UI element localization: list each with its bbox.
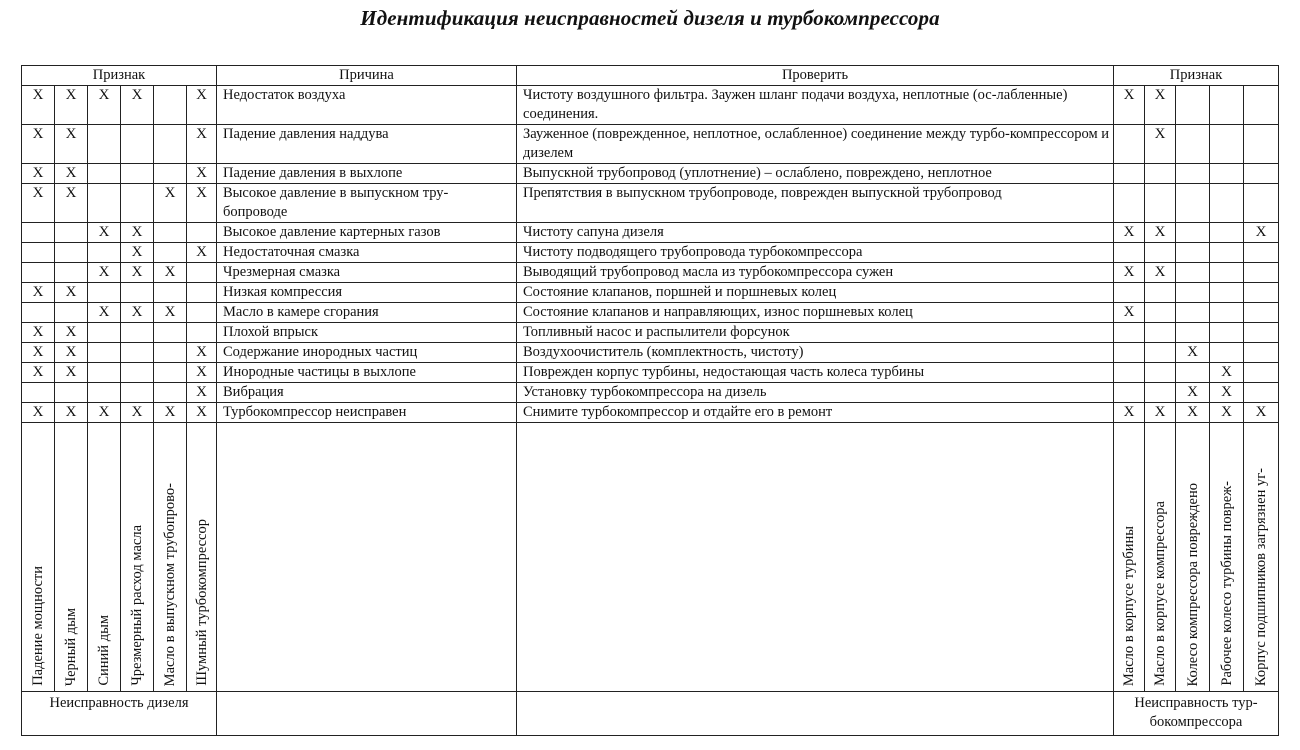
sign-mark-cell (1210, 164, 1244, 184)
sign-mark-cell: X (1114, 263, 1145, 283)
check-cell: Чистоту воздушного фильтра. Заужен шланг подачи воздуха, неплотные (ос-лабленные) соединения. (517, 86, 1114, 125)
sign-mark-cell (55, 263, 88, 283)
sign-mark-cell (88, 323, 121, 343)
sign-right-header: Признак (1114, 66, 1279, 86)
fault-identification-table (21, 65, 1279, 736)
sign-mark-cell: X (1210, 403, 1244, 423)
sign-mark-cell (121, 323, 154, 343)
table-row (22, 86, 1279, 125)
table-row (22, 243, 1279, 263)
sign-mark-cell (1244, 164, 1279, 184)
sign-mark-cell (1114, 243, 1145, 263)
sign-mark-cell (1244, 343, 1279, 363)
sign-mark-cell: X (22, 363, 55, 383)
cause-cell: Вибрация (217, 383, 517, 403)
cause-cell: Недостаток воздуха (217, 86, 517, 125)
empty-cell (217, 692, 517, 736)
sign-mark-cell: X (55, 125, 88, 164)
check-cell: Чистоту сапуна дизеля (517, 223, 1114, 243)
sign-mark-cell (1114, 363, 1145, 383)
sign-mark-cell: X (1210, 363, 1244, 383)
sign-mark-cell (22, 303, 55, 323)
cause-cell: Высокое давление картерных газов (217, 223, 517, 243)
sign-mark-cell: X (1114, 86, 1145, 125)
sign-mark-cell (1176, 323, 1210, 343)
sign-mark-cell: X (154, 263, 187, 283)
sign-mark-cell (1244, 383, 1279, 403)
check-cell: Зауженное (поврежденное, неплотное, ослабленное) соединение между турбо-компрессором и дизелем (517, 125, 1114, 164)
left-label-cell (187, 423, 217, 692)
sign-mark-cell (1210, 343, 1244, 363)
sign-mark-cell (1244, 86, 1279, 125)
right-label-turbine-wheel: Рабочее колесо турбины повреж- (1218, 481, 1235, 686)
sign-mark-cell: X (22, 343, 55, 363)
sign-mark-cell (1145, 323, 1176, 343)
sign-mark-cell (1145, 303, 1176, 323)
left-label-noisy-turbo: Шумный турбокомпрессор (194, 519, 210, 686)
table-row (22, 223, 1279, 243)
sign-mark-cell (22, 263, 55, 283)
check-cell: Состояние клапанов, поршней и поршневых колец (517, 283, 1114, 303)
sign-mark-cell: X (55, 403, 88, 423)
sign-mark-cell (22, 243, 55, 263)
table-row (22, 383, 1279, 403)
sign-mark-cell (121, 343, 154, 363)
sign-mark-cell: X (88, 403, 121, 423)
table-row (22, 403, 1279, 423)
sign-mark-cell (154, 323, 187, 343)
left-label-oil-in-exhaust: Масло в выпускном трубопрово- (162, 482, 178, 686)
sign-mark-cell: X (22, 86, 55, 125)
table-row (22, 323, 1279, 343)
sign-mark-cell: X (121, 303, 154, 323)
sign-mark-cell (154, 125, 187, 164)
sign-mark-cell (1244, 125, 1279, 164)
sign-mark-cell (154, 363, 187, 383)
table-row (22, 125, 1279, 164)
sign-mark-cell (1176, 86, 1210, 125)
sign-mark-cell: X (187, 383, 217, 403)
check-cell: Чистоту подводящего трубопровода турбокомпрессора (517, 243, 1114, 263)
sign-mark-cell: X (88, 263, 121, 283)
right-label-cell (1244, 423, 1279, 692)
sign-mark-cell (1145, 343, 1176, 363)
sign-mark-cell (1210, 86, 1244, 125)
sign-mark-cell (88, 125, 121, 164)
check-cell: Выпускной трубопровод (уплотнение) – ослаблено, повреждено, неплотное (517, 164, 1114, 184)
sign-mark-cell (187, 283, 217, 303)
sign-mark-cell: X (1210, 383, 1244, 403)
left-label-black-smoke: Черный дым (63, 607, 79, 686)
sign-mark-cell: X (187, 243, 217, 263)
check-cell: Воздухоочиститель (комплектность, чистоту) (517, 343, 1114, 363)
sign-mark-cell (88, 164, 121, 184)
sign-mark-cell (1176, 363, 1210, 383)
sign-mark-cell (154, 86, 187, 125)
sign-mark-cell (187, 223, 217, 243)
sign-mark-cell: X (55, 323, 88, 343)
sign-mark-cell (1145, 243, 1176, 263)
sign-mark-cell (1244, 283, 1279, 303)
sign-mark-cell: X (1145, 263, 1176, 283)
sign-mark-cell: X (187, 363, 217, 383)
check-cell: Топливный насос и распылители форсунок (517, 323, 1114, 343)
empty-cell (517, 423, 1114, 692)
sign-mark-cell: X (1145, 223, 1176, 243)
sign-mark-cell: X (187, 343, 217, 363)
empty-cell (517, 692, 1114, 736)
sign-mark-cell: X (88, 223, 121, 243)
cause-cell: Инородные частицы в выхлопе (217, 363, 517, 383)
sign-mark-cell (88, 283, 121, 303)
sign-mark-cell (1210, 125, 1244, 164)
sign-mark-cell: X (55, 184, 88, 223)
sign-mark-cell (1176, 223, 1210, 243)
sign-mark-cell (1176, 263, 1210, 283)
sign-mark-cell: X (55, 86, 88, 125)
right-label-oil-turbine: Масло в корпусе турбины (1121, 525, 1138, 686)
sign-mark-cell: X (1176, 383, 1210, 403)
sign-mark-cell (154, 283, 187, 303)
cause-cell: Высокое давление в выпускном тру-бопроводе (217, 184, 517, 223)
empty-cell (217, 423, 517, 692)
left-label-cell (55, 423, 88, 692)
sign-mark-cell (121, 164, 154, 184)
sign-mark-cell: X (88, 303, 121, 323)
sign-mark-cell: X (88, 86, 121, 125)
sign-mark-cell (88, 343, 121, 363)
cause-cell: Падение давления в выхлопе (217, 164, 517, 184)
sign-mark-cell (55, 303, 88, 323)
left-label-cell (22, 423, 55, 692)
check-cell: Поврежден корпус турбины, недостающая часть колеса турбины (517, 363, 1114, 383)
sign-mark-cell (55, 223, 88, 243)
sign-mark-cell (22, 383, 55, 403)
sign-mark-cell (1114, 383, 1145, 403)
table-row (22, 343, 1279, 363)
right-label-oil-compressor: Масло в корпусе компрессора (1152, 501, 1169, 686)
cause-cell: Падение давления наддува (217, 125, 517, 164)
sign-mark-cell (1244, 323, 1279, 343)
sign-mark-cell: X (187, 164, 217, 184)
sign-mark-cell (154, 164, 187, 184)
sign-labels-row (22, 423, 1279, 692)
sign-mark-cell (1114, 323, 1145, 343)
sign-mark-cell: X (187, 86, 217, 125)
sign-mark-cell (1114, 164, 1145, 184)
sign-mark-cell: X (1244, 223, 1279, 243)
table-row (22, 283, 1279, 303)
sign-mark-cell (88, 184, 121, 223)
cause-cell: Низкая компрессия (217, 283, 517, 303)
check-cell: Выводящий трубопровод масла из турбокомпрессора сужен (517, 263, 1114, 283)
sign-mark-cell: X (121, 223, 154, 243)
sign-mark-cell (1145, 383, 1176, 403)
table-row (22, 164, 1279, 184)
sign-mark-cell (88, 383, 121, 403)
sign-mark-cell (1114, 184, 1145, 223)
page-title: Идентификация неисправностей дизеля и турбокомпрессора (360, 6, 940, 30)
sign-mark-cell (154, 223, 187, 243)
footer-turbo-fault: Неисправность тур-бокомпрессора (1114, 692, 1279, 736)
left-label-cell (121, 423, 154, 692)
sign-mark-cell: X (154, 303, 187, 323)
sign-mark-cell (1176, 283, 1210, 303)
table-row (22, 363, 1279, 383)
sign-mark-cell (121, 125, 154, 164)
sign-mark-cell: X (1176, 403, 1210, 423)
sign-mark-cell (121, 363, 154, 383)
sign-mark-cell: X (22, 323, 55, 343)
sign-mark-cell: X (187, 125, 217, 164)
sign-mark-cell: X (121, 86, 154, 125)
sign-mark-cell: X (55, 363, 88, 383)
sign-mark-cell: X (1114, 403, 1145, 423)
check-cell: Состояние клапанов и направляющих, износ поршневых колец (517, 303, 1114, 323)
sign-mark-cell (1114, 283, 1145, 303)
footer-row (22, 692, 1279, 736)
right-label-compressor-wheel: Колесо компрессора повреждено (1184, 482, 1201, 686)
sign-mark-cell (121, 383, 154, 403)
sign-mark-cell (1176, 184, 1210, 223)
sign-mark-cell (1210, 283, 1244, 303)
sign-mark-cell: X (22, 403, 55, 423)
right-label-cell (1145, 423, 1176, 692)
sign-mark-cell (1114, 125, 1145, 164)
sign-mark-cell (1244, 303, 1279, 323)
sign-mark-cell (154, 383, 187, 403)
sign-mark-cell (121, 184, 154, 223)
sign-mark-cell (1210, 303, 1244, 323)
sign-mark-cell (1176, 164, 1210, 184)
sign-mark-cell: X (22, 184, 55, 223)
sign-mark-cell (1210, 323, 1244, 343)
cause-header: Причина (217, 66, 517, 86)
table-row (22, 263, 1279, 283)
sign-mark-cell (1145, 184, 1176, 223)
left-label-cell (154, 423, 187, 692)
header-row (22, 66, 1279, 86)
left-label-blue-smoke: Синий дым (96, 615, 112, 686)
sign-mark-cell: X (22, 125, 55, 164)
sign-mark-cell (1176, 125, 1210, 164)
cause-cell: Недостаточная смазка (217, 243, 517, 263)
sign-mark-cell (121, 283, 154, 303)
sign-mark-cell: X (1114, 223, 1145, 243)
sign-mark-cell: X (187, 403, 217, 423)
sign-mark-cell (1210, 223, 1244, 243)
right-label-cell (1114, 423, 1145, 692)
sign-mark-cell (1114, 343, 1145, 363)
sign-left-header: Признак (22, 66, 217, 86)
left-label-cell (88, 423, 121, 692)
sign-mark-cell (88, 243, 121, 263)
sign-mark-cell (1145, 283, 1176, 303)
sign-mark-cell: X (187, 184, 217, 223)
sign-mark-cell (1145, 164, 1176, 184)
cause-cell: Содержание инородных частиц (217, 343, 517, 363)
sign-mark-cell: X (121, 263, 154, 283)
sign-mark-cell: X (55, 343, 88, 363)
sign-mark-cell (1176, 243, 1210, 263)
right-label-cell (1176, 423, 1210, 692)
sign-mark-cell: X (22, 283, 55, 303)
sign-mark-cell (88, 363, 121, 383)
table-row (22, 303, 1279, 323)
sign-mark-cell (1176, 303, 1210, 323)
sign-mark-cell (1145, 363, 1176, 383)
check-cell: Установку турбокомпрессора на дизель (517, 383, 1114, 403)
sign-mark-cell: X (154, 184, 187, 223)
sign-mark-cell (154, 243, 187, 263)
sign-mark-cell (1210, 184, 1244, 223)
sign-mark-cell (55, 243, 88, 263)
cause-cell: Турбокомпрессор неисправен (217, 403, 517, 423)
sign-mark-cell: X (154, 403, 187, 423)
sign-mark-cell (1210, 243, 1244, 263)
right-label-cell (1210, 423, 1244, 692)
cause-cell: Чрезмерная смазка (217, 263, 517, 283)
footer-diesel-fault: Неисправность дизеля (22, 692, 217, 736)
left-label-oil-consumption: Чрезмерный расход масла (129, 525, 145, 686)
sign-mark-cell (22, 223, 55, 243)
sign-mark-cell: X (1145, 125, 1176, 164)
right-label-bearing-housing: Корпус подшипников загрязнен уг- (1253, 467, 1270, 686)
sign-mark-cell (1244, 363, 1279, 383)
sign-mark-cell (187, 263, 217, 283)
sign-mark-cell: X (1176, 343, 1210, 363)
sign-mark-cell: X (121, 243, 154, 263)
check-cell: Препятствия в выпускном трубопроводе, поврежден выпускной трубопровод (517, 184, 1114, 223)
sign-mark-cell (187, 303, 217, 323)
table-row (22, 184, 1279, 223)
sign-mark-cell: X (1145, 86, 1176, 125)
cause-cell: Плохой впрыск (217, 323, 517, 343)
check-cell: Снимите турбокомпрессор и отдайте его в ремонт (517, 403, 1114, 423)
sign-mark-cell: X (55, 283, 88, 303)
sign-mark-cell: X (1244, 403, 1279, 423)
sign-mark-cell: X (22, 164, 55, 184)
cause-cell: Масло в камере сгорания (217, 303, 517, 323)
sign-mark-cell: X (1145, 403, 1176, 423)
sign-mark-cell (1244, 243, 1279, 263)
left-label-power-drop: Падение мощности (30, 566, 46, 686)
sign-mark-cell: X (121, 403, 154, 423)
sign-mark-cell (154, 343, 187, 363)
sign-mark-cell (1244, 263, 1279, 283)
sign-mark-cell (55, 383, 88, 403)
check-header: Проверить (517, 66, 1114, 86)
sign-mark-cell (1244, 184, 1279, 223)
sign-mark-cell (1210, 263, 1244, 283)
sign-mark-cell: X (1114, 303, 1145, 323)
sign-mark-cell: X (55, 164, 88, 184)
sign-mark-cell (187, 323, 217, 343)
